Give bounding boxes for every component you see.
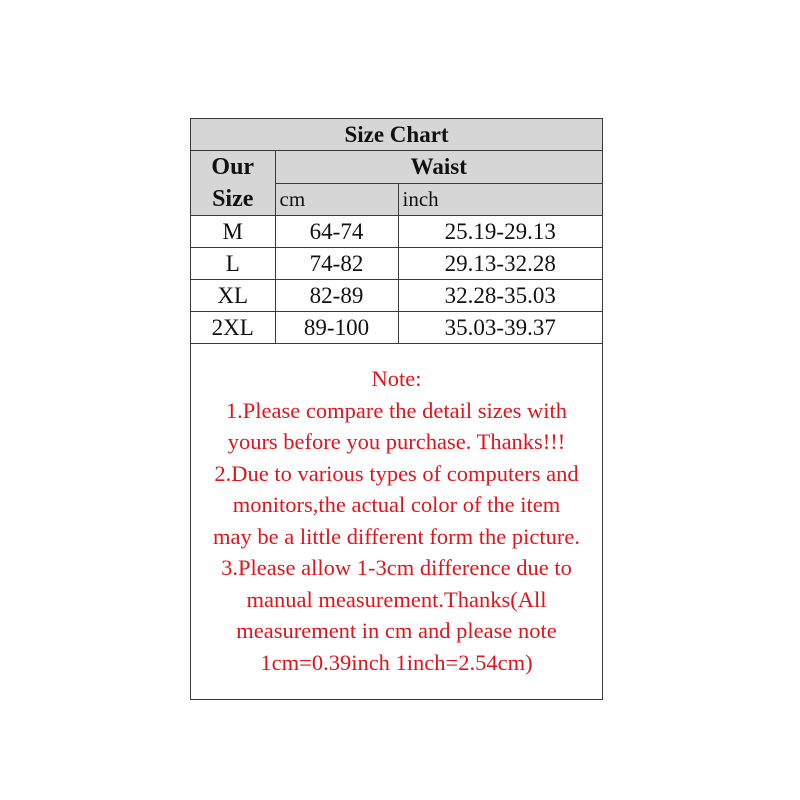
size-cell: M [191, 216, 275, 248]
size-cell: 2XL [191, 312, 275, 344]
inch-cell: 35.03-39.37 [398, 312, 602, 344]
note-line: 3.Please allow 1-3cm difference due to [221, 555, 572, 580]
header-row [191, 151, 602, 184]
title-row [191, 119, 602, 151]
note-line: may be a little different form the picture. [213, 523, 580, 549]
table-row [191, 280, 602, 312]
inch-cell: 25.19-29.13 [398, 216, 602, 248]
table-row [191, 216, 602, 248]
note-line: 1cm=0.39inch 1inch=2.54cm) [260, 649, 533, 675]
our-size-label-line1: Our [211, 154, 255, 180]
unit-cm-header: cm [275, 183, 398, 216]
our-size-label-line2: Size [212, 186, 254, 212]
inch-cell: 32.28-35.03 [398, 280, 602, 312]
note-line: 1.Please compare the detail sizes with [225, 397, 568, 423]
table-row [191, 248, 602, 280]
note-heading: Note: [371, 366, 422, 391]
our-size-header [191, 151, 275, 216]
table-row [191, 312, 602, 344]
note-line: measurement in cm and please note [236, 618, 557, 643]
size-table [191, 119, 602, 344]
waist-header: Waist [275, 151, 602, 184]
cm-cell: 89-100 [275, 312, 398, 344]
size-cell: XL [191, 280, 275, 312]
unit-inch-header: inch [398, 183, 602, 216]
cm-cell: 74-82 [275, 248, 398, 280]
inch-cell: 29.13-32.28 [398, 248, 602, 280]
size-cell: L [191, 248, 275, 280]
chart-title: Size Chart [191, 119, 602, 151]
note-line: manual measurement.Thanks(All [246, 586, 547, 612]
note-line: yours before you purchase. Thanks!!! [227, 429, 566, 454]
cm-cell: 82-89 [275, 280, 398, 312]
note-line: 2.Due to various types of computers and [214, 460, 579, 486]
note-line: monitors,the actual color of the item [232, 492, 561, 517]
notes-section [191, 344, 602, 678]
size-chart [190, 118, 603, 700]
cm-cell: 64-74 [275, 216, 398, 248]
